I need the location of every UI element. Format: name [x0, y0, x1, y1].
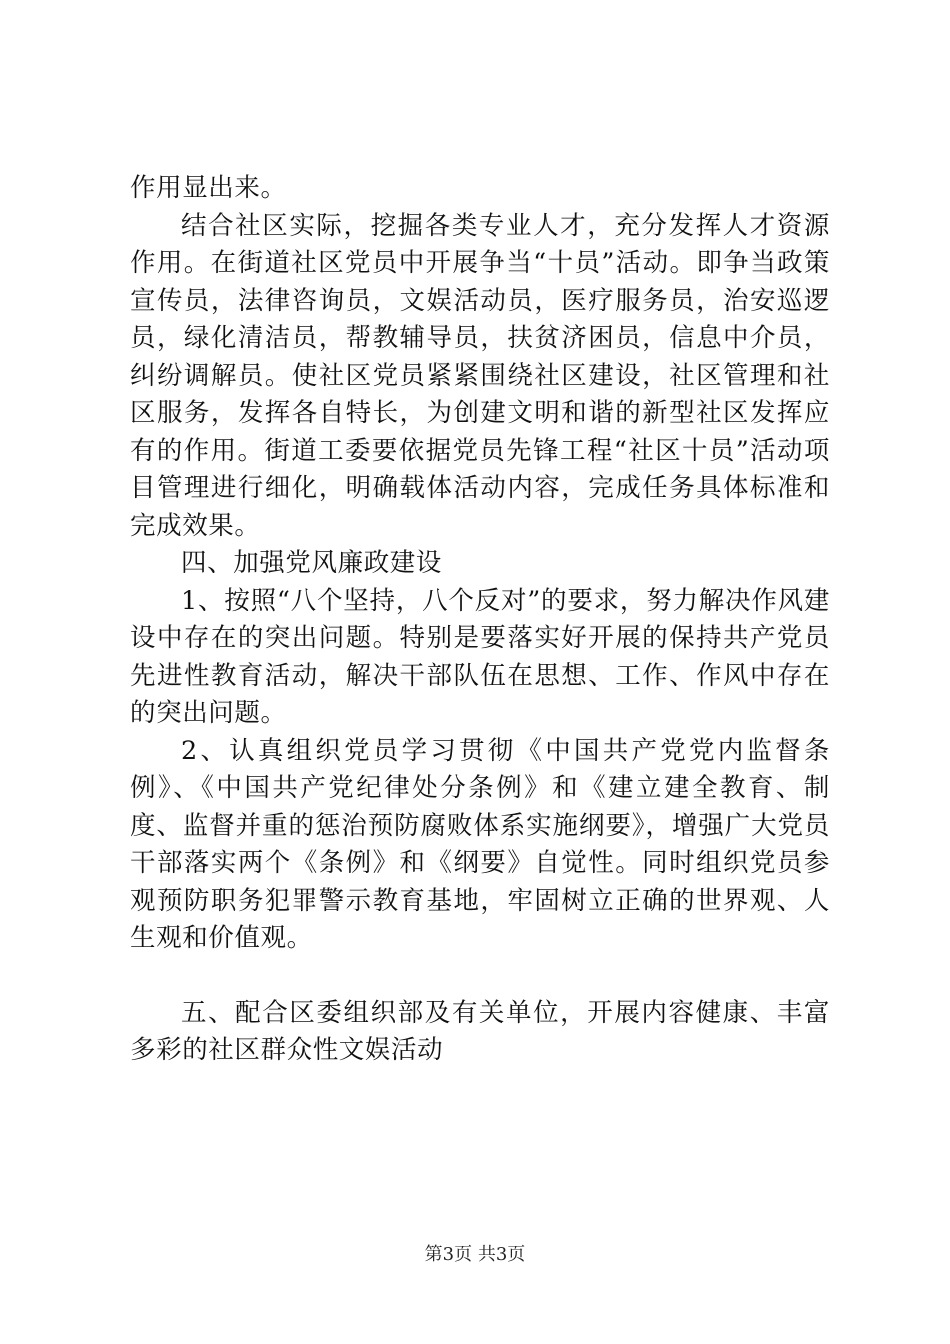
- paragraph-item-2: 2、认真组织党员学习贯彻《中国共产党党内监督条例》、《中国共产党纪律处分条例》和《建立建全教育、制度、监督并重的惩治预防腐败体系实施纲要》，增强广大党员干部落实两个《条例》和《纲要》自觉性。同时组织党员参观预防职务犯罪警示教育基地，牢固树立正确的世界观、人生观和价值观。: [130, 735, 830, 953]
- paragraph-continuation: 作用显出来。: [130, 173, 287, 203]
- section-heading-four: 四、加强党风廉政建设: [181, 548, 443, 578]
- section-heading-five: 五、配合区委组织部及有关单位，开展内容健康、丰富多彩的社区群众性文娱活动: [130, 997, 830, 1065]
- paragraph-talent-ten-roles: 结合社区实际，挖掘各类专业人才，充分发挥人才资源作用。在街道社区党员中开展争当“十员”活动。即争当政策宣传员，法律咨询员，文娱活动员，医疗服务员，治安巡逻员，绿化清洁员，帮教辅导员，扶贫济困员，信息中介员，纠纷调解员。使社区党员紧紧围绕社区建设，社区管理和社区服务，发挥各自特长，为创建文明和谐的新型社区发挥应有的作用。街道工委要依据党员先锋工程“社区十员”活动项目管理进行细化，明确载体活动内容，完成任务具体标准和完成效果。: [130, 210, 830, 541]
- document-body: [130, 170, 830, 1070]
- paragraph-item-1: 1、按照“八个坚持，八个反对”的要求，努力解决作风建设中存在的突出问题。特别是要落实好开展的保持共产党员先进性教育活动，解决干部队伍在思想、工作、作风中存在的突出问题。: [130, 585, 830, 728]
- page-number-footer: 第3页 共3页: [424, 1244, 526, 1265]
